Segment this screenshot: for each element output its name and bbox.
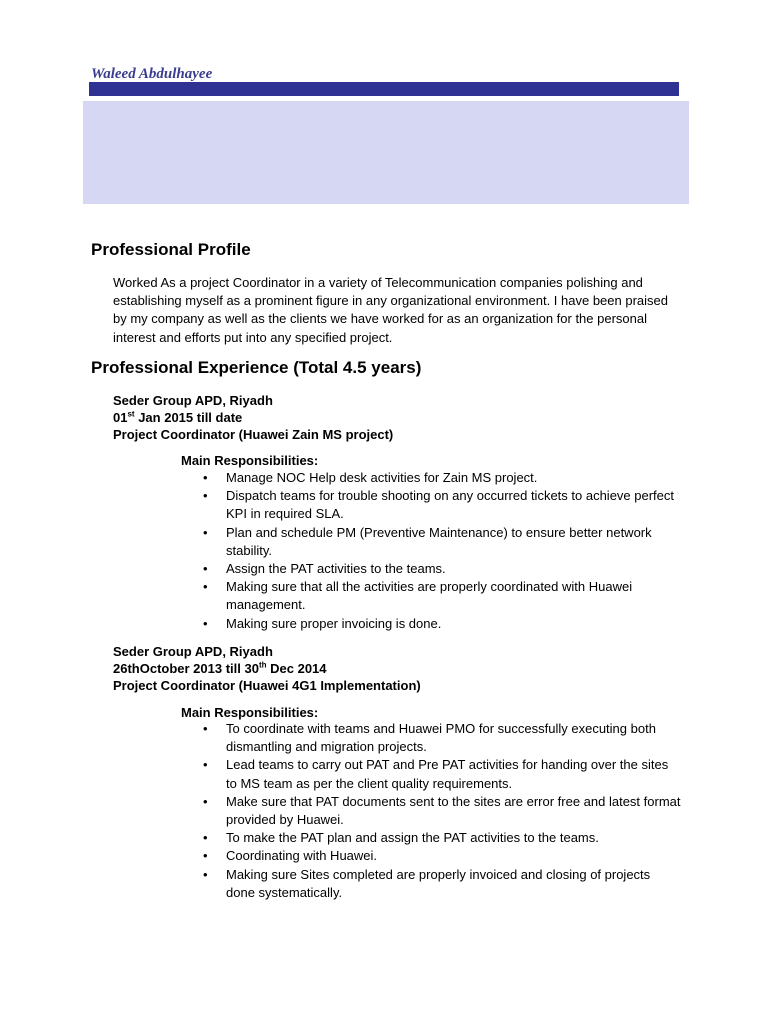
list-item: • To coordinate with teams and Huawei PMO for successfully executing both dismantling and migration projects. <box>181 720 681 756</box>
list-item: • Coordinating with Huawei. <box>181 847 681 865</box>
job-dates: 26thOctober 2013 till 30th Dec 2014 <box>113 660 327 676</box>
list-item: • Lead teams to carry out PAT and Pre PAT activities for handing over the sites to MS team as per the client quality requirements. <box>181 756 681 792</box>
job-header <box>113 392 393 443</box>
responsibilities-list <box>181 720 681 902</box>
list-item: • To make the PAT plan and assign the PAT activities to the teams. <box>181 829 681 847</box>
job-title: Project Coordinator (Huawei Zain MS project) <box>113 427 394 442</box>
profile-text: Worked As a project Coordinator in a variety of Telecommunication companies polishing and establishing myself as a prominent figure in any organizational environment. I have been praised by my company as well as the clients we have worked for as an organization for the personal interest and efforts put into any specified project. <box>113 275 668 345</box>
list-item: • Manage NOC Help desk activities for Zain MS project. <box>181 469 681 487</box>
candidate-name: Waleed Abdulhayee <box>91 66 213 82</box>
list-item: • Plan and schedule PM (Preventive Maintenance) to ensure better network stability. <box>181 524 681 560</box>
list-item: • Dispatch teams for trouble shooting on any occurred tickets to achieve perfect KPI in required SLA. <box>181 487 681 523</box>
list-item: • Making sure that all the activities are properly coordinated with Huawei management. <box>181 578 681 614</box>
list-item: • Making sure proper invoicing is done. <box>181 615 681 633</box>
profile-heading: Professional Profile <box>91 240 251 259</box>
job-header <box>113 643 421 694</box>
list-item: • Assign the PAT activities to the teams. <box>181 560 681 578</box>
job-dates: 01st Jan 2015 till date <box>113 409 243 425</box>
job-title: Project Coordinator (Huawei 4G1 Implementation) <box>113 678 421 693</box>
header-bar <box>89 82 679 96</box>
header-box <box>83 101 689 204</box>
responsibilities-list <box>181 469 681 633</box>
responsibilities-label: Main Responsibilities: <box>181 705 319 720</box>
responsibilities-label: Main Responsibilities: <box>181 453 319 468</box>
job-company: Seder Group APD, Riyadh <box>113 393 273 408</box>
list-item: • Making sure Sites completed are properly invoiced and closing of projects done systematically. <box>181 866 681 902</box>
job-company: Seder Group APD, Riyadh <box>113 644 273 659</box>
list-item: • Make sure that PAT documents sent to the sites are error free and latest format provided by Huawei. <box>181 793 681 829</box>
experience-heading: Professional Experience (Total 4.5 years) <box>91 358 422 377</box>
